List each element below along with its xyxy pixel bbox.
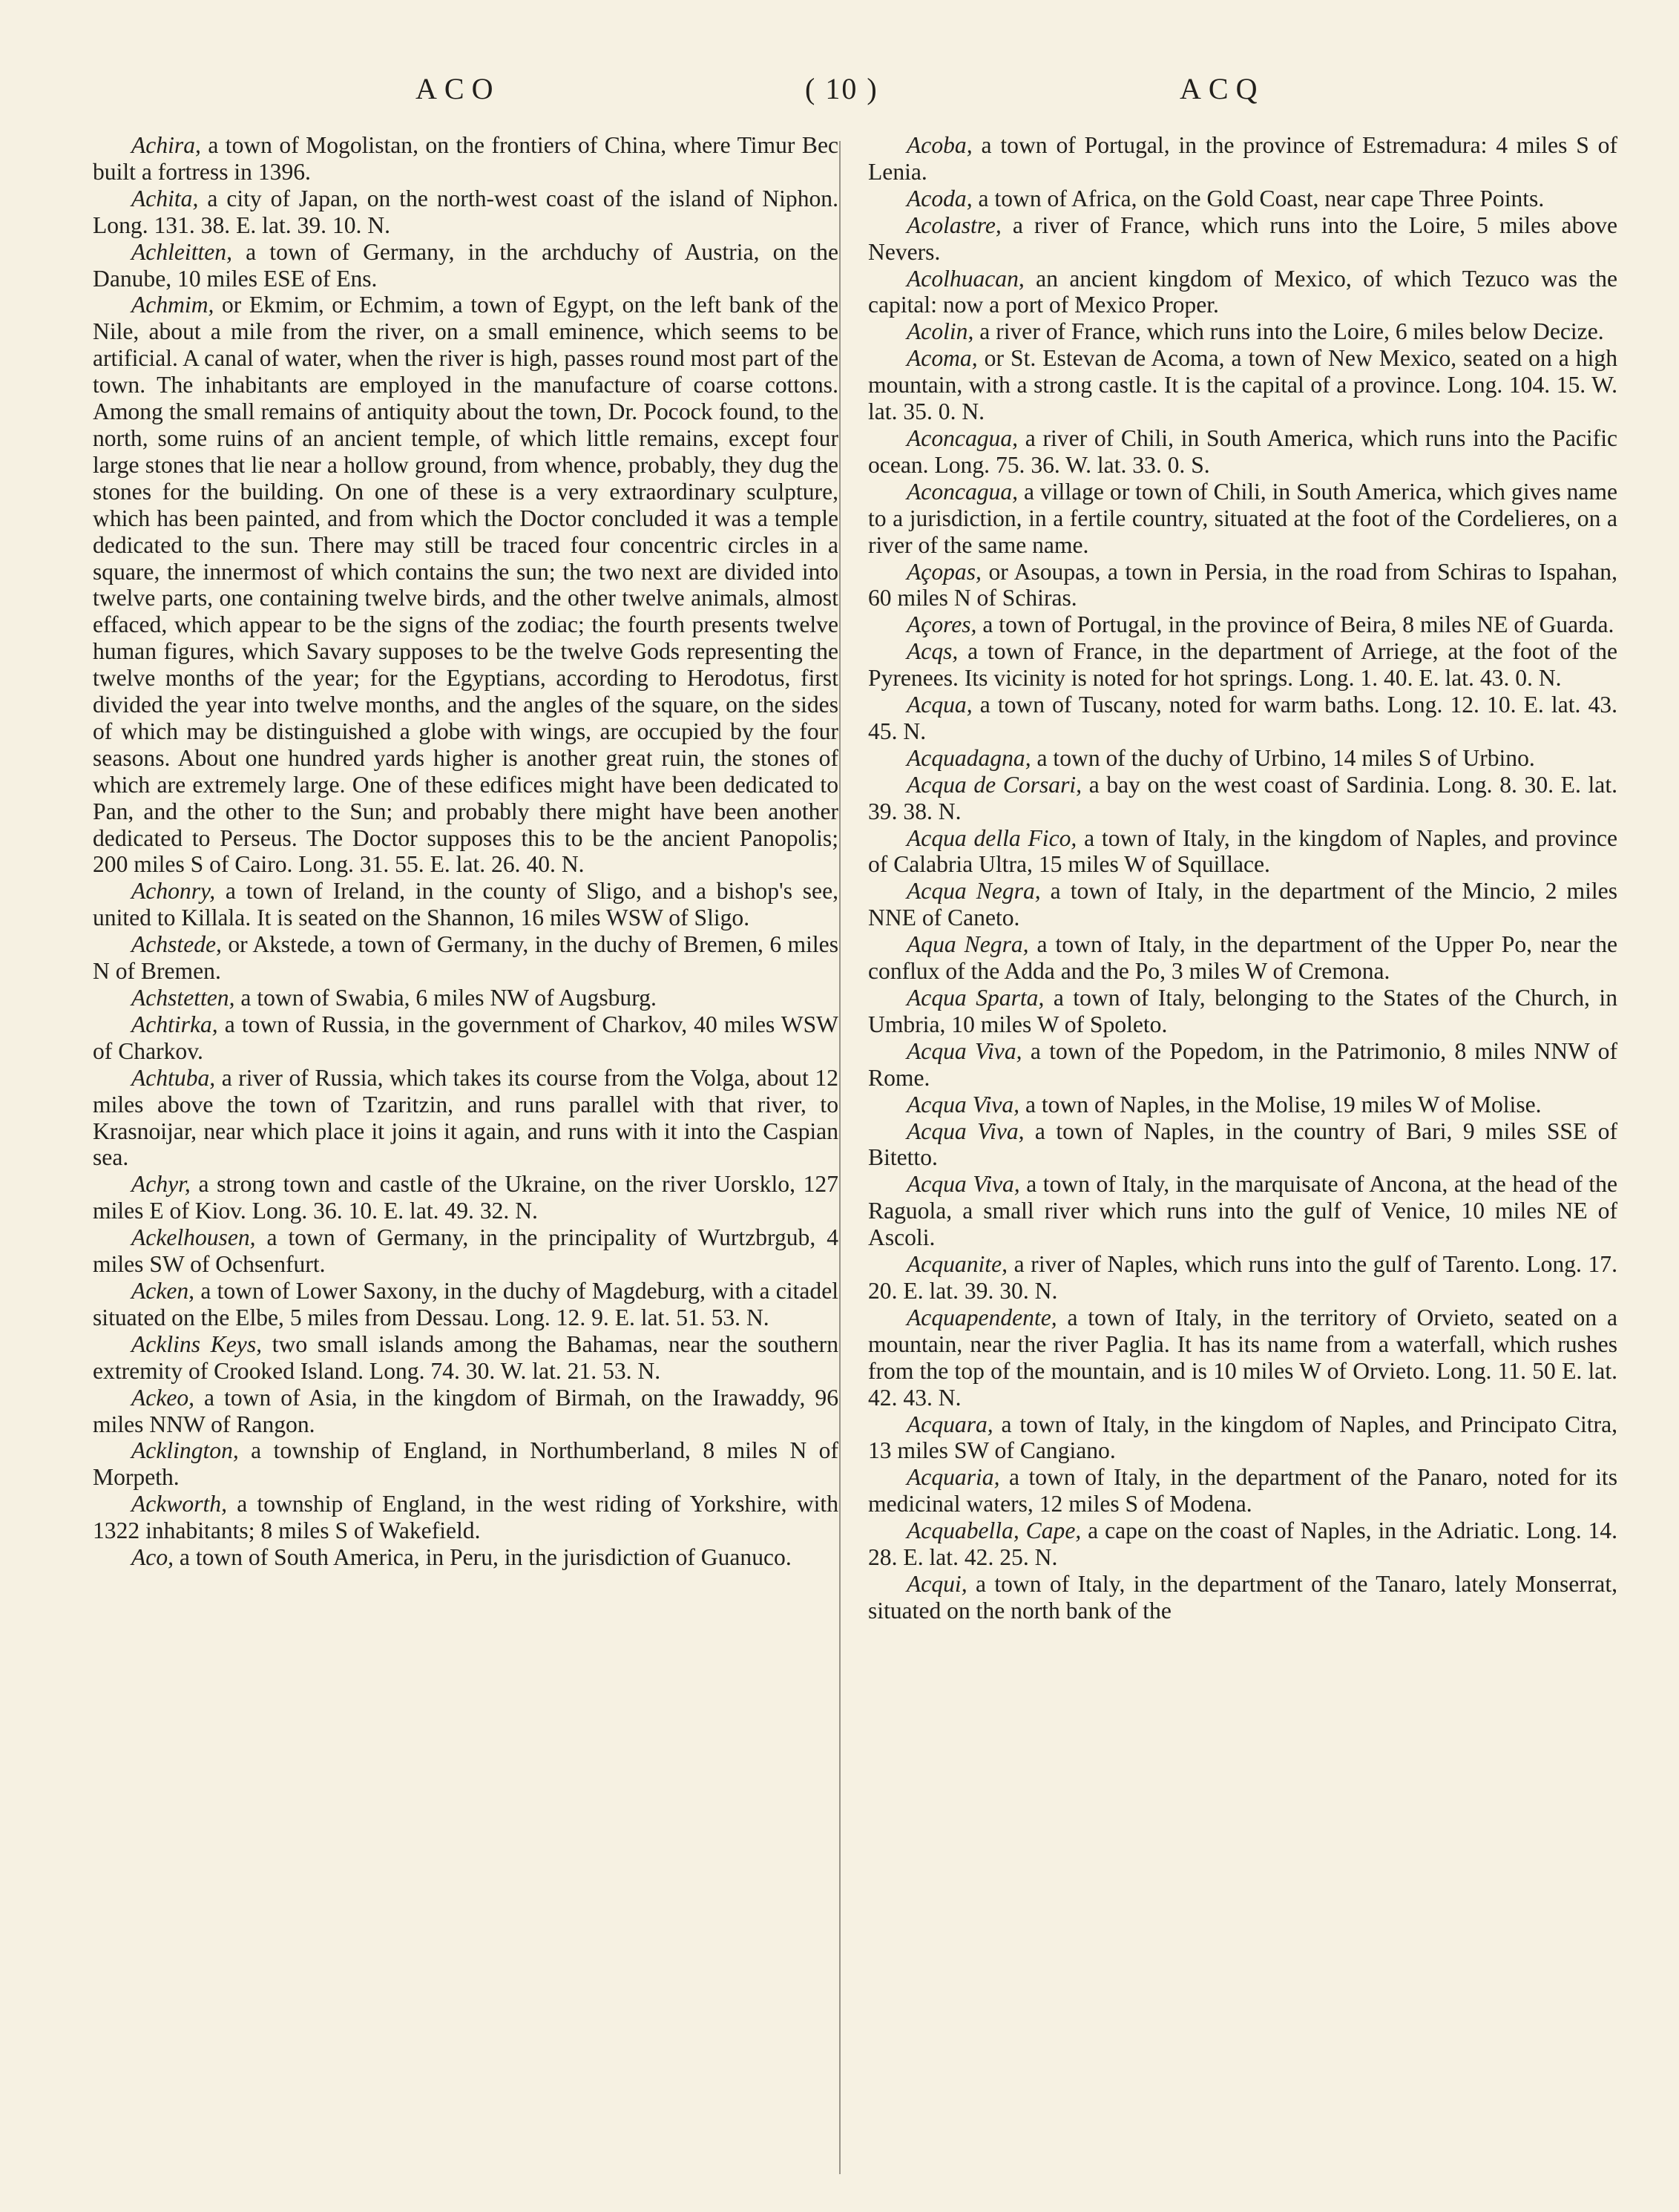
- entry-headword: Acqua Viva,: [907, 1171, 1020, 1198]
- entry-text: a river of Russia, which takes its course from the Volga, about 12 miles above the town of Tzaritzin, and runs parallel with that river, to Krasnoijar, near which place it joins it again, and runs with it into the Caspian sea.: [93, 1064, 838, 1171]
- gazetteer-entry: [868, 345, 1617, 425]
- gazetteer-entry: [93, 1171, 838, 1224]
- gazetteer-entry: [868, 985, 1617, 1038]
- gazetteer-entry: [93, 1544, 838, 1571]
- entry-text: a town of Ireland, in the county of Sligo, and a bishop's see, united to Killala. It is seated on the Shannon, 16 miles WSW of Sligo.: [93, 878, 838, 931]
- entry-headword: Ackworth,: [131, 1491, 227, 1517]
- entry-headword: Acoma,: [907, 345, 978, 372]
- entry-text: a cape on the coast of Naples, in the Adriatic. Long. 14. 28. E. lat. 42. 25. N.: [868, 1517, 1617, 1571]
- entry-headword: Acqua Negra,: [907, 878, 1041, 905]
- right-column: [868, 132, 1617, 1624]
- gazetteer-entry: [868, 212, 1617, 266]
- entry-headword: Aqua Negra,: [907, 931, 1029, 958]
- entry-headword: Acoda,: [907, 185, 973, 211]
- gazetteer-entry: [868, 745, 1617, 772]
- entry-headword: Ackeo,: [131, 1384, 195, 1411]
- gazetteer-entry: [868, 1571, 1617, 1624]
- entry-headword: Acken,: [131, 1277, 195, 1304]
- entry-headword: Achstetten,: [131, 985, 235, 1011]
- entry-text: a town of South America, in Peru, in the jurisdiction of Guanuco.: [174, 1544, 792, 1571]
- entry-headword: Acquabella, Cape,: [907, 1517, 1082, 1544]
- page-number: ( 10 ): [805, 72, 878, 105]
- gazetteer-entry: [868, 559, 1617, 612]
- entry-text: a town of Tuscany, noted for warm baths. Long. 12. 10. E. lat. 43. 45. N.: [868, 692, 1617, 744]
- entry-text: a river of Chili, in South America, which runs into the Pacific ocean. Long. 75. 36. W. lat. 33. 0. S.: [868, 424, 1617, 478]
- entry-text: or Asoupas, a town in Persia, in the road from Schiras to Ispahan, 60 miles N of Schiras.: [868, 558, 1617, 611]
- entry-text: a city of Japan, on the north-west coast of the island of Niphon. Long. 131. 38. E. lat. 39. 10. N.: [93, 185, 838, 238]
- gazetteer-entry: [868, 1118, 1617, 1172]
- entry-headword: Achtuba,: [131, 1064, 216, 1091]
- entry-text: a town of Naples, in the country of Bari, 9 miles SSE of Bitetto.: [868, 1118, 1617, 1171]
- gazetteer-entry: [868, 825, 1617, 879]
- entry-headword: Acqua de Corsari,: [907, 771, 1082, 798]
- gazetteer-entry: [93, 931, 838, 985]
- gazetteer-entry: [868, 772, 1617, 825]
- entry-headword: Acqua,: [907, 692, 973, 718]
- entry-text: or Akstede, a town of Germany, in the duchy of Bremen, 6 miles N of Bremen.: [93, 931, 838, 985]
- entry-text: a township of England, in Northumberland, 8 miles N of Morpeth.: [93, 1437, 838, 1491]
- entry-text: a town of Africa, on the Gold Coast, near cape Three Points.: [972, 185, 1545, 211]
- entry-headword: Acquadagna,: [907, 744, 1031, 771]
- gazetteer-entry: [868, 638, 1617, 692]
- entry-text: a town of Italy, belonging to the States of the Church, in Umbria, 10 miles W of Spoleto.: [868, 985, 1617, 1037]
- gazetteer-entry: [868, 425, 1617, 479]
- entry-text: a town of Italy, in the territory of Orvieto, seated on a mountain, near the river Paglia. It has its name from a waterfall, which rushes from the top of the mountain, and is 10 miles W of Orvieto. Long. 11. 50 E. lat. 42. 43. N.: [868, 1304, 1617, 1411]
- entry-headword: Acoba,: [907, 132, 973, 158]
- entry-headword: Acqua Sparta,: [907, 985, 1045, 1011]
- entry-text: a town of Mogolistan, on the frontiers of China, where Timur Bec built a fortress in 1396.: [93, 132, 838, 185]
- gazetteer-entry: [93, 1278, 838, 1331]
- entry-text: a river of France, which runs into the Loire, 5 miles above Nevers.: [868, 211, 1617, 265]
- entry-headword: Acolin,: [907, 318, 974, 345]
- header-right-guideword: ACQ: [1180, 72, 1265, 105]
- gazetteer-entry: [93, 1065, 838, 1172]
- header-left-guideword: ACO: [415, 72, 501, 105]
- gazetteer-entry: [868, 1304, 1617, 1411]
- entry-text: a river of Naples, which runs into the gulf of Tarento. Long. 17. 20. E. lat. 39. 30. N.: [868, 1251, 1617, 1304]
- gazetteer-entry: [93, 292, 838, 878]
- entry-text: a township of England, in the west riding of Yorkshire, with 1322 inhabitants; 8 miles S of Wakefield.: [93, 1491, 838, 1544]
- entry-headword: Acqua Viva,: [907, 1037, 1022, 1064]
- entry-text: a town of Italy, in the kingdom of Naples, and province of Calabria Ultra, 15 miles W of Squillace.: [868, 824, 1617, 878]
- entry-headword: Aconcagua,: [907, 478, 1019, 505]
- entry-text: a town of the Popedom, in the Patrimonio, 8 miles NNW of Rome.: [868, 1037, 1617, 1091]
- entry-headword: Acqua Viva,: [907, 1091, 1020, 1118]
- gazetteer-entry: [868, 611, 1617, 638]
- left-column: [93, 132, 838, 1571]
- entry-headword: Açores,: [907, 611, 977, 638]
- entry-text: a strong town and castle of the Ukraine, on the river Uorsklo, 127 miles E of Kiov. Long. 36. 10. E. lat. 49. 32. N.: [93, 1171, 838, 1224]
- entry-text: a town of the duchy of Urbino, 14 miles S of Urbino.: [1031, 744, 1535, 771]
- gazetteer-entry: [868, 931, 1617, 985]
- entry-text: a village or town of Chili, in South America, which gives name to a jurisdiction, in a fertile country, situated at the foot of the Cordelieres, on a river of the same name.: [868, 478, 1617, 558]
- entry-headword: Acqua Viva,: [907, 1118, 1025, 1144]
- entry-headword: Açopas,: [907, 558, 982, 585]
- entry-headword: Acolhuacan,: [907, 265, 1025, 292]
- gazetteer-entry: [868, 1411, 1617, 1465]
- entry-headword: Acklins Keys,: [131, 1330, 263, 1357]
- entry-text: a town of Russia, in the government of Charkov, 40 miles WSW of Charkov.: [93, 1011, 838, 1064]
- gazetteer-entry: [93, 1011, 838, 1065]
- entry-text: a town of Germany, in the principality of Wurtzbrgub, 4 miles SW of Ochsenfurt.: [93, 1224, 838, 1278]
- entry-text: a town of Italy, in the department of the Upper Po, near the conflux of the Adda and the Po, 3 miles W of Cremona.: [868, 931, 1617, 985]
- gazetteer-entry: [93, 1385, 838, 1438]
- entry-text: a town of Italy, in the marquisate of Ancona, at the head of the Raguola, a small river which runs into the gulf of Venice, 10 miles NE of Ascoli.: [868, 1171, 1617, 1251]
- entry-headword: Acqs,: [907, 638, 959, 665]
- gazetteer-entry: [93, 985, 838, 1011]
- entry-headword: Acquara,: [907, 1411, 993, 1437]
- gazetteer-entry: [868, 266, 1617, 319]
- entry-headword: Acquanite,: [907, 1251, 1008, 1278]
- entry-headword: Acqui,: [907, 1570, 967, 1597]
- gazetteer-entry: [868, 1517, 1617, 1571]
- entry-headword: Acqua della Fico,: [907, 824, 1077, 851]
- entry-headword: Ackelhousen,: [131, 1224, 256, 1251]
- entry-text: a town of Italy, in the department of the Panaro, noted for its medicinal waters, 12 miles S of Modena.: [868, 1464, 1617, 1517]
- gazetteer-entry: [93, 878, 838, 931]
- entry-headword: Achira,: [131, 132, 201, 158]
- entry-text: a river of France, which runs into the Loire, 6 miles below Decize.: [973, 318, 1604, 345]
- entry-text: a town of Naples, in the Molise, 19 miles W of Molise.: [1019, 1091, 1542, 1118]
- gazetteer-entry: [93, 239, 838, 292]
- entry-text: a bay on the west coast of Sardinia. Long. 8. 30. E. lat. 39. 38. N.: [868, 771, 1617, 824]
- running-header: [0, 71, 1679, 116]
- gazetteer-entry: [868, 479, 1617, 559]
- entry-text: a town of Portugal, in the province of Estremadura: 4 miles S of Lenia.: [868, 132, 1617, 185]
- entry-headword: Acquapendente,: [907, 1304, 1057, 1330]
- gazetteer-entry: [868, 318, 1617, 345]
- gazetteer-entry: [93, 132, 838, 186]
- entry-text: an ancient kingdom of Mexico, of which Tezuco was the capital: now a port of Mexico Proper.: [868, 265, 1617, 318]
- gazetteer-entry: [868, 1464, 1617, 1517]
- gazetteer-entry: [93, 1331, 838, 1385]
- entry-text: a town of Germany, in the archduchy of Austria, on the Danube, 10 miles ESE of Ens.: [93, 238, 838, 292]
- entry-headword: Aco,: [131, 1544, 174, 1571]
- column-divider: [839, 141, 841, 2174]
- entry-text: two small islands among the Bahamas, near the southern extremity of Crooked Island. Long. 74. 30. W. lat. 21. 53. N.: [93, 1330, 839, 1384]
- gazetteer-entry: [868, 1171, 1617, 1251]
- gazetteer-entry: [868, 692, 1617, 745]
- entry-headword: Achyr,: [131, 1171, 191, 1198]
- entry-headword: Acquaria,: [907, 1464, 1000, 1491]
- gazetteer-entry: [93, 1491, 838, 1544]
- entry-headword: Achleitten,: [131, 238, 232, 265]
- entry-text: a town of Italy, in the kingdom of Naples, and Principato Citra, 13 miles SW of Cangiano.: [868, 1411, 1617, 1464]
- gazetteer-entry: [868, 1092, 1617, 1118]
- gazetteer-entry: [868, 1038, 1617, 1092]
- entry-headword: Achstede,: [131, 931, 222, 958]
- gazetteer-entry: [93, 1437, 838, 1491]
- entry-headword: Acklington,: [131, 1437, 239, 1464]
- entry-headword: Acolastre,: [907, 211, 1002, 238]
- entry-text: or St. Estevan de Acoma, a town of New Mexico, seated on a high mountain, with a strong castle. It is the capital of a province. Long. 104. 15. W. lat. 35. 0. N.: [868, 345, 1617, 425]
- entry-headword: Aconcagua,: [907, 424, 1019, 451]
- entry-headword: Achonry,: [131, 878, 216, 905]
- entry-text: a town of Italy, in the department of the Mincio, 2 miles NNE of Caneto.: [868, 878, 1617, 931]
- gazetteer-entry: [868, 186, 1617, 212]
- gazetteer-entry: [868, 132, 1617, 186]
- gazetteer-entry: [93, 186, 838, 239]
- entry-text: a town of Lower Saxony, in the duchy of Magdeburg, with a citadel situated on the Elbe, 5 miles from Dessau. Long. 12. 9. E. lat. 51. 53. N.: [93, 1277, 838, 1330]
- entry-headword: Achmim,: [131, 292, 214, 318]
- entry-text: or Ekmim, or Echmim, a town of Egypt, on the left bank of the Nile, about a mile from the river, on a small eminence, which seems to be artificial. A canal of water, when the river is high, passes round most part of the town. The inhabitants are employed in the manufacture of coarse cottons. Among the small remains of antiquity about the town, Dr. Pocock found, to the north, some ruins of an ancient temple, of which little remains, except four large stones that lie near a hollow ground, from whence, probably, they dug the stones for the building. On one of these is a very extraordinary sculpture, which has been painted, and from which the Doctor concluded it was a temple dedicated to the sun. There may still be traced four concentric circles in a square, the innermost of which contains the sun; the two next are divided into twelve parts, one containing twelve birds, and the other twelve animals, almost effaced, which appear to be the signs of the zodiac; the fourth presents twelve human figures, which Savary supposes to be the twelve Gods representing the twelve months of the year; for the Egyptians, according to Herodotus, first divided the year into twelve months, and the angles of the square, on the sides of which may be distinguished a globe with wings, are occupied by the four seasons. About one hundred yards higher is another great ruin, the stones of which are extremely large. One of these edifices might have been dedicated to Pan, and the other to the Sun; and probably there might have been another dedicated to Perseus. The Doctor supposes this to be the ancient Panopolis; 200 miles S of Cairo. Long. 31. 55. E. lat. 26. 40. N.: [93, 292, 838, 878]
- entry-headword: Achita,: [131, 185, 199, 211]
- entry-text: a town of Portugal, in the province of Beira, 8 miles NE of Guarda.: [976, 611, 1614, 638]
- entry-text: a town of France, in the department of Arriege, at the foot of the Pyrenees. Its vicinity is noted for hot springs. Long. 1. 40. E. lat. 43. 0. N.: [868, 638, 1617, 692]
- entry-text: a town of Italy, in the department of the Tanaro, lately Monserrat, situated on the north bank of the: [868, 1570, 1617, 1624]
- gazetteer-entry: [93, 1224, 838, 1278]
- entry-text: a town of Swabia, 6 miles NW of Augsburg.: [234, 985, 657, 1011]
- entry-text: a town of Asia, in the kingdom of Birmah, on the Irawaddy, 96 miles NNW of Rangon.: [93, 1384, 838, 1437]
- gazetteer-entry: [868, 878, 1617, 931]
- gazetteer-entry: [868, 1251, 1617, 1304]
- entry-headword: Achtirka,: [131, 1011, 218, 1037]
